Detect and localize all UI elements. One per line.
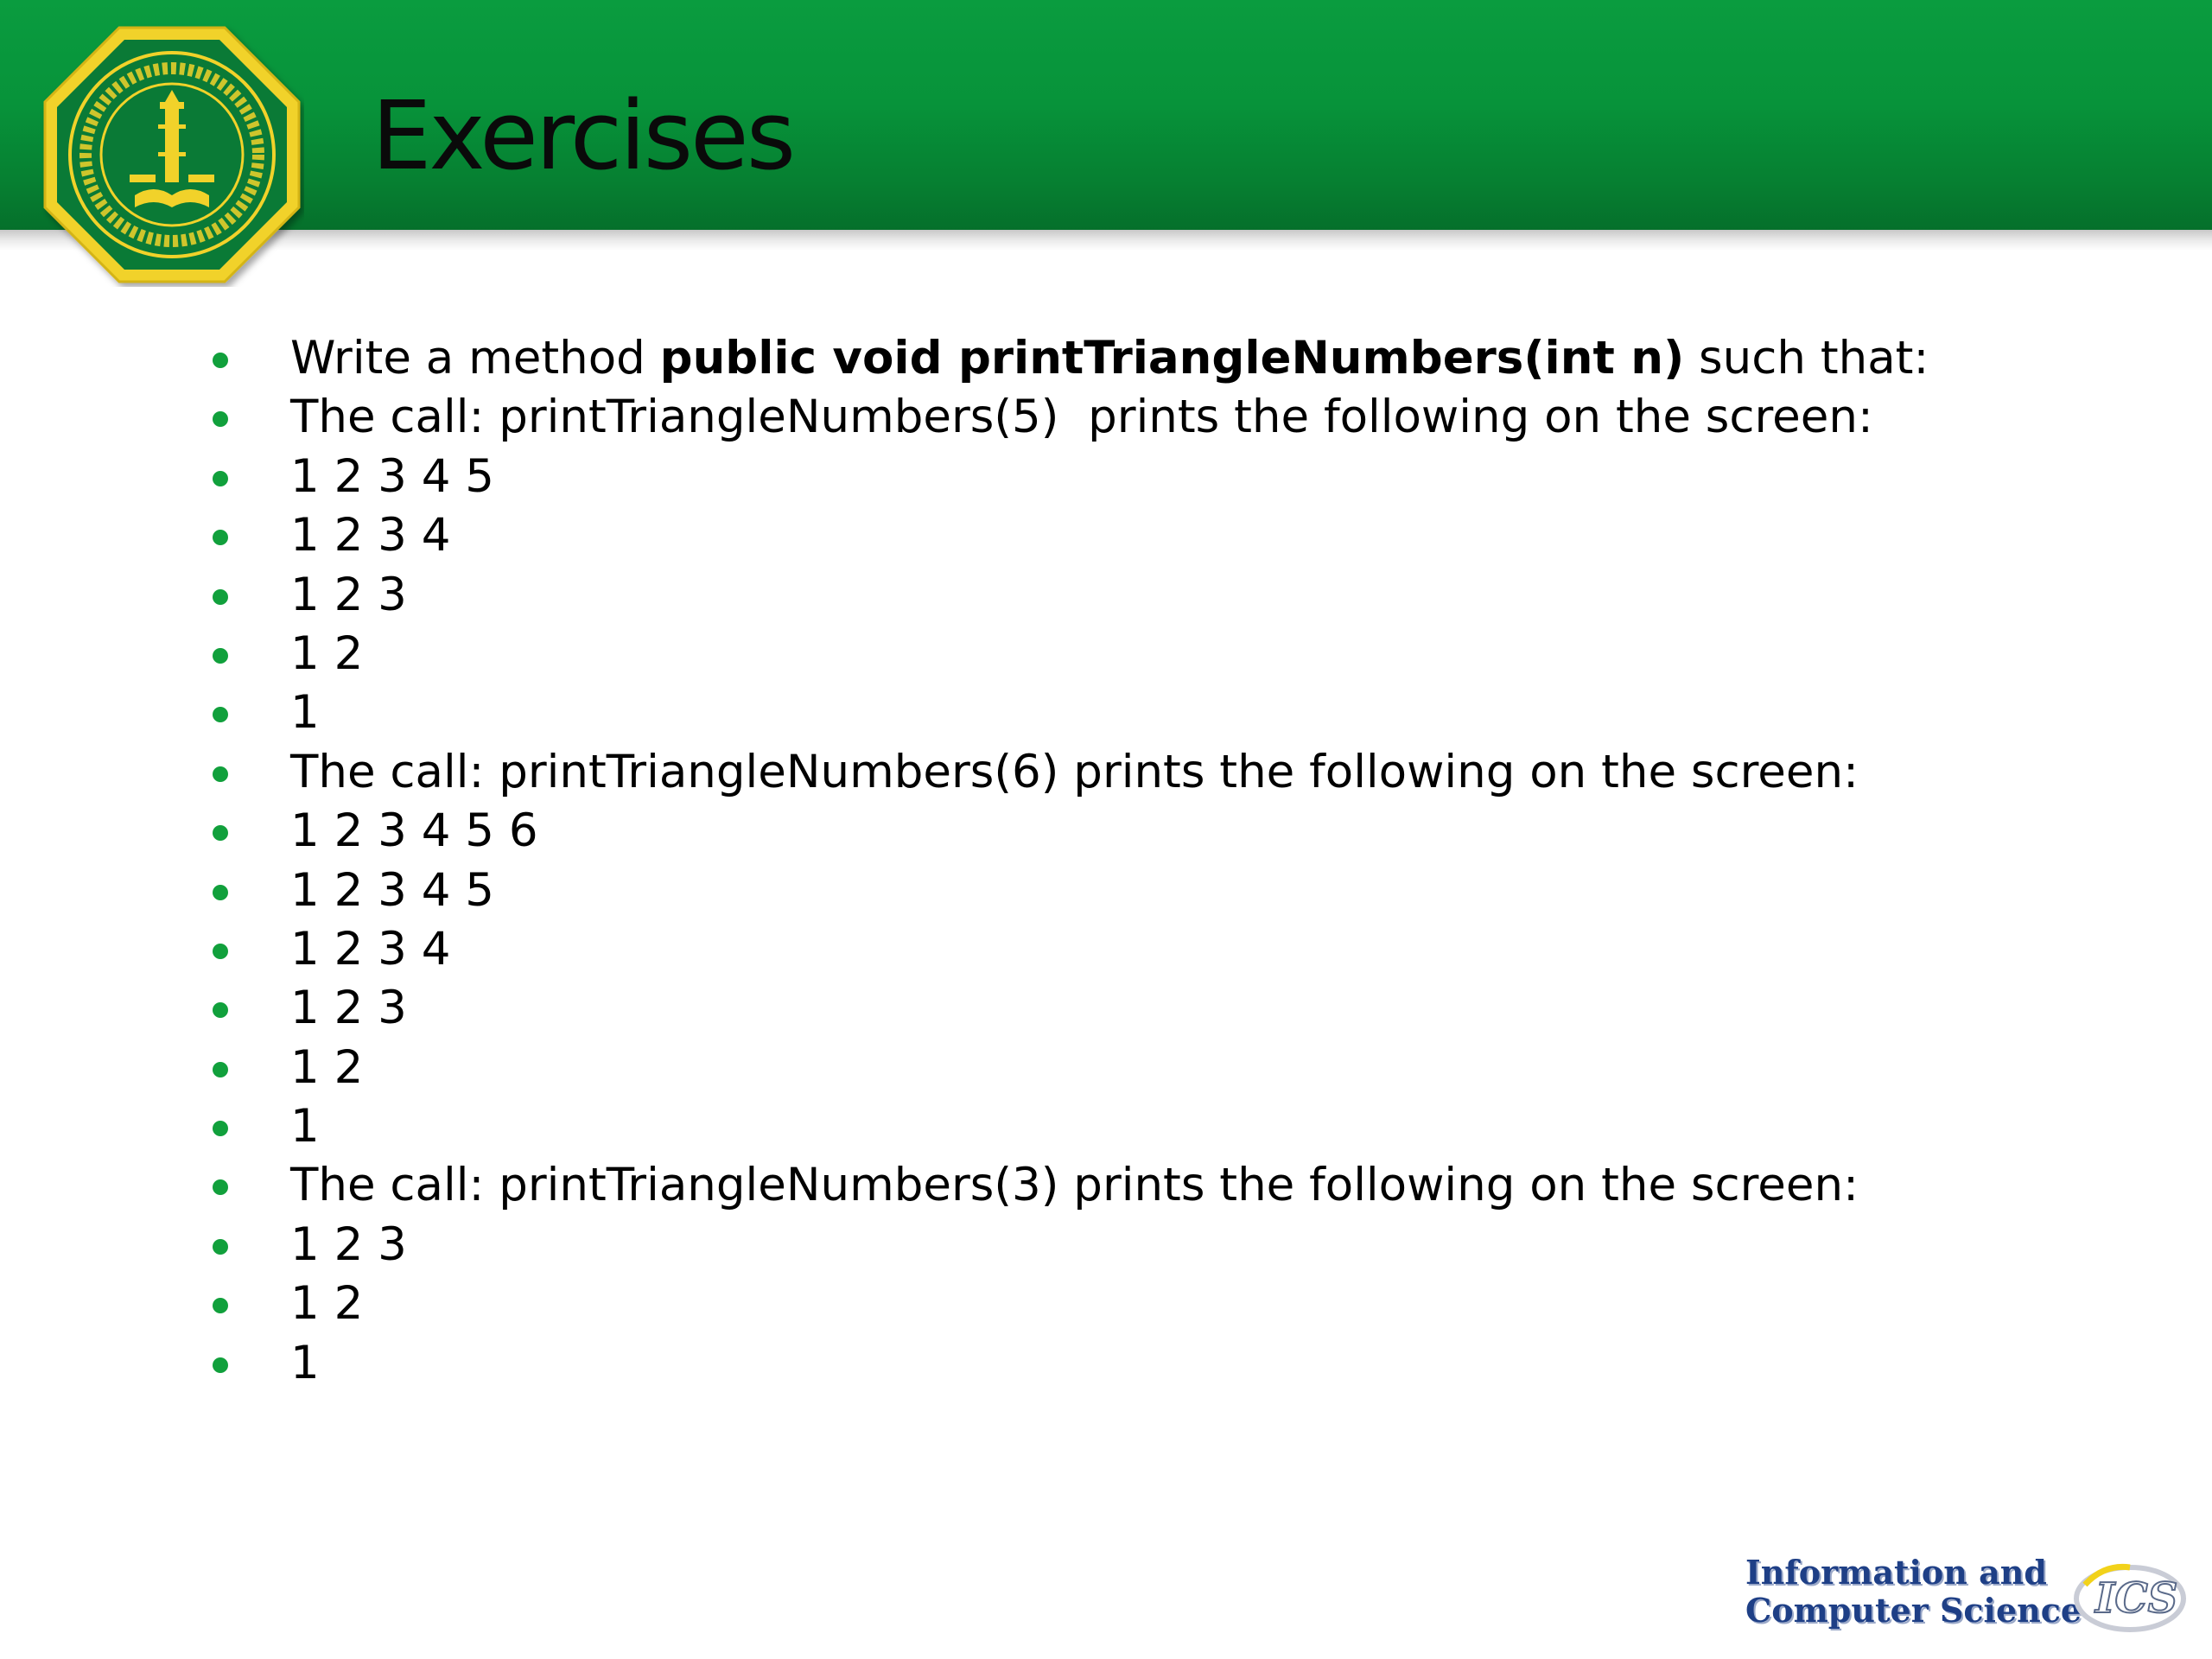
bullet-text: 1 2 3 4 [290, 509, 451, 563]
bullet-dot-icon [213, 825, 228, 841]
ics-mark-icon [2069, 1555, 2190, 1638]
bullet-item [0, 625, 2212, 683]
bullet-dot-icon [213, 1002, 228, 1018]
title-bar-shadow [0, 230, 2212, 251]
bullet-text: The call: printTriangleNumbers(5) prints the following on the screen: [290, 391, 1873, 444]
bullet-item [0, 1039, 2212, 1097]
title-bar [0, 0, 2212, 230]
footer-line-2: Computer Science [1745, 1591, 2082, 1630]
bullet-item [0, 1334, 2212, 1393]
bullet-item [0, 448, 2212, 506]
bullet-text: 1 2 3 4 5 6 [290, 804, 538, 858]
bullet-text: 1 2 [290, 626, 364, 680]
bullet-dot-icon [213, 471, 228, 486]
ics-footer-logo [1745, 1554, 2195, 1640]
bullet-item [0, 861, 2212, 920]
method-signature: public void printTriangleNumbers(int n) [659, 332, 1685, 385]
bullet-text: 1 2 3 4 5 [290, 449, 494, 503]
bullet-dot-icon [213, 530, 228, 545]
bullet-text: 1 2 [290, 1277, 364, 1331]
bullet-dot-icon [213, 707, 228, 722]
bullet-text: The call: printTriangleNumbers(6) prints the following on the screen: [290, 745, 1859, 798]
bullet-dot-icon [213, 648, 228, 664]
bullet-text: 1 2 3 [290, 1217, 407, 1271]
bullet-text: 1 [290, 1336, 320, 1389]
bullet-item [0, 1156, 2212, 1215]
bullet-item [0, 329, 2212, 388]
bullet-dot-icon [213, 1298, 228, 1313]
bullet-dot-icon [213, 1239, 228, 1255]
bullet-dot-icon [213, 766, 228, 782]
bullet-dot-icon [213, 944, 228, 959]
bullet-text: 1 [290, 1100, 320, 1154]
bullet-text: 1 [290, 686, 320, 740]
bullet-item [0, 920, 2212, 979]
bullet-text: 1 2 [290, 1040, 364, 1094]
bullet-item [0, 1097, 2212, 1156]
bullet-dot-icon [213, 1179, 228, 1195]
university-seal-logo [40, 22, 304, 287]
svg-text:ICS: ICS [2095, 1574, 2178, 1623]
bullet-dot-icon [213, 1357, 228, 1373]
bullet-item [0, 1216, 2212, 1274]
bullet-text: 1 2 3 4 5 [290, 863, 494, 917]
footer-line-1: Information and [1745, 1553, 2047, 1592]
bullet-item [0, 388, 2212, 447]
bullet-text: 1 2 3 [290, 568, 407, 621]
bullet-item [0, 683, 2212, 742]
bullet-dot-icon [213, 1121, 228, 1136]
footer-logo-text [1745, 1554, 2082, 1630]
bullet-item [0, 506, 2212, 565]
bullet-text [290, 329, 1929, 388]
bullet-text: 1 2 3 4 [290, 922, 451, 976]
bullet-item [0, 566, 2212, 625]
bullet-text: 1 2 3 [290, 982, 407, 1035]
bullet-text: The call: printTriangleNumbers(3) prints the following on the screen: [290, 1159, 1859, 1212]
bullet-dot-icon [213, 885, 228, 900]
bullet-dot-icon [213, 411, 228, 427]
bullet-dot-icon [213, 589, 228, 605]
bullet-text-suffix: such that: [1684, 332, 1929, 385]
bullet-dot-icon [213, 1062, 228, 1077]
slide-title: Exercises [372, 80, 794, 191]
bullet-text-prefix: Write a method [290, 332, 660, 385]
bullet-list [0, 329, 2212, 1393]
bullet-item [0, 979, 2212, 1038]
bullet-item [0, 802, 2212, 861]
bullet-item [0, 743, 2212, 802]
bullet-dot-icon [213, 353, 228, 368]
bullet-item [0, 1274, 2212, 1333]
